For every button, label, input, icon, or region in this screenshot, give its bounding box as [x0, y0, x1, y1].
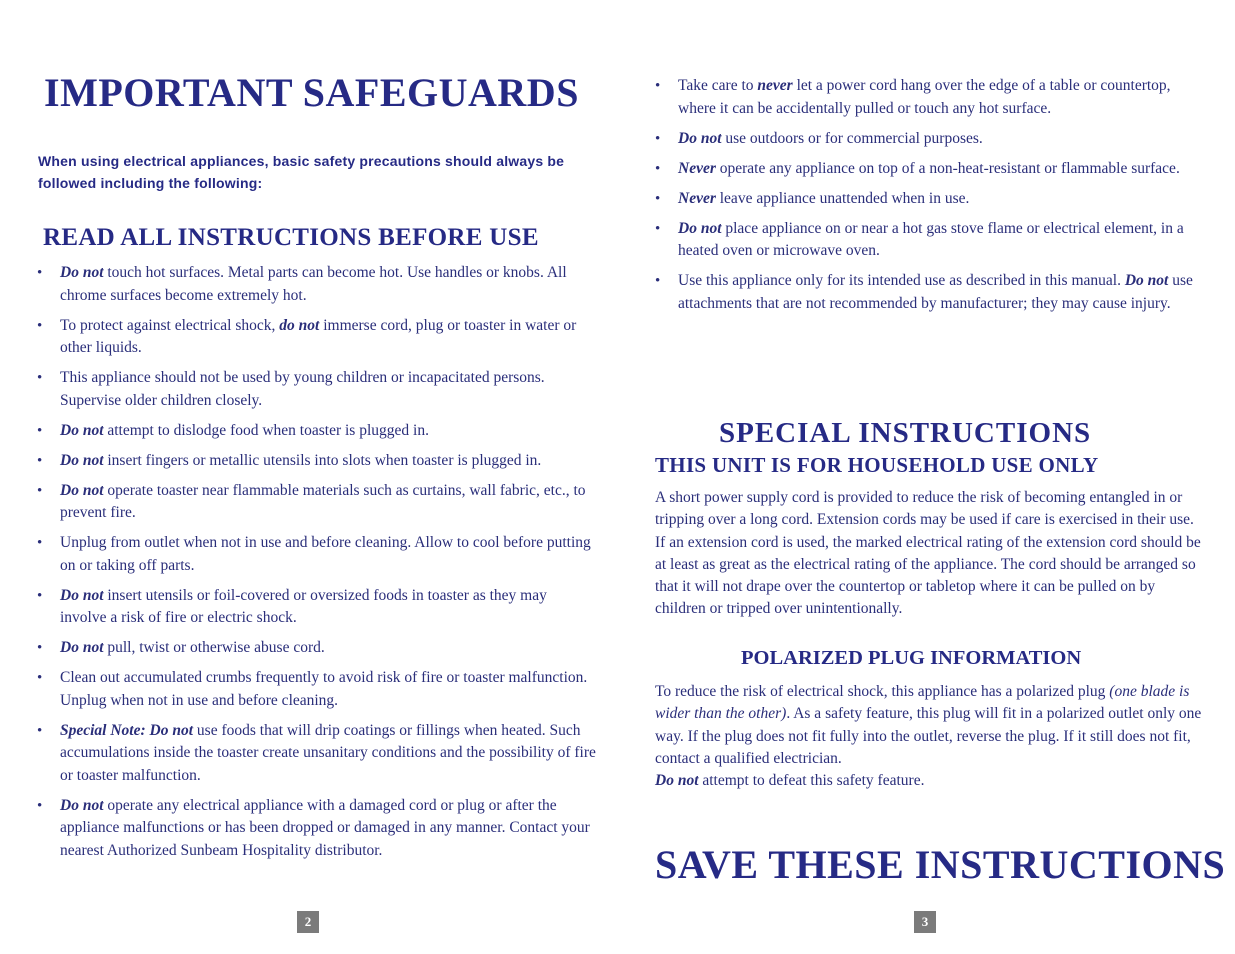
left-page — [0, 0, 617, 954]
special-instructions-heading: SPECIAL INSTRUCTIONS — [719, 417, 1092, 449]
bullet-emphasis: Do not — [678, 219, 722, 237]
read-instructions-heading: READ ALL INSTRUCTIONS BEFORE USE — [43, 224, 539, 251]
bullet-text: operate any appliance on top of a non-heat-resistant or flammable surface. — [715, 159, 1180, 177]
bullet-emphasis: Do not — [60, 264, 104, 281]
bullet-text: let a power cord hang over the edge of a table or countertop, where it can be accidentally pulled or touch any hot surface. — [678, 77, 1171, 117]
bullet-item — [37, 720, 597, 788]
bullet-dot-icon: • — [37, 265, 43, 281]
bullet-item — [37, 637, 597, 660]
bullet-text: insert utensils or foil-covered or oversized foods in toaster as they may involve a risk of fire or electric shock. — [60, 586, 547, 626]
bullet-pre-text: To protect against electrical shock, — [60, 316, 280, 334]
bullet-dot-icon: • — [655, 190, 661, 207]
bullet-emphasis: Do not — [60, 796, 104, 814]
bullet-item — [37, 585, 597, 630]
bullet-dot-icon: • — [37, 535, 43, 551]
bullet-emphasis: Do not — [678, 129, 722, 147]
bullet-dot-icon: • — [37, 452, 43, 469]
bullet-dot-icon: • — [655, 220, 661, 237]
household-use-text: A short power supply cord is provided to reduce the risk of becoming entangled in or tripping over a long cord. Extension cords may be used if care is exercised in their use. If an extension cord is used, the marked electrical rating of the extension cord should be at least as great as the electrical rating of the appliance. The cord should be arranged so that it will not drape over the countertop or tabletop where it can be pulled on by children or tripped over unintentionally. — [655, 489, 1201, 618]
safeguard-list-left — [37, 262, 597, 870]
bullet-emphasis: Never — [678, 189, 716, 207]
bullet-dot-icon: • — [37, 670, 43, 686]
bullet-dot-icon: • — [37, 482, 43, 499]
bullet-text: operate toaster near flammable materials such as curtains, wall fabric, etc., to prevent fire. — [60, 481, 586, 521]
bullet-item — [37, 667, 597, 712]
right-page — [617, 0, 1235, 954]
bullet-text: place appliance on or near a hot gas stove flame or electrical element, in a heated oven or microwave oven. — [678, 219, 1184, 259]
bullet-item — [655, 218, 1200, 263]
save-instructions-title: SAVE THESE INSTRUCTIONS — [655, 842, 1226, 887]
bullet-text: touch hot surfaces. Metal parts can become hot. Use handles or knobs. All chrome surfaces become extremely hot. — [60, 264, 567, 304]
bullet-emphasis: Do not — [60, 481, 104, 499]
bullet-item — [37, 450, 597, 473]
bullet-emphasis: Do not — [60, 639, 104, 656]
polarized-plug-text — [655, 681, 1203, 792]
bullet-item — [655, 158, 1200, 181]
bullet-text: insert fingers or metallic utensils into slots when toaster is plugged in. — [103, 451, 542, 469]
bullet-item — [655, 270, 1200, 315]
bullet-dot-icon: • — [655, 130, 661, 147]
polar-text-3: attempt to defeat this safety feature. — [698, 772, 925, 790]
bullet-dot-icon: • — [37, 370, 43, 386]
bullet-text: Unplug from outlet when not in use and before cleaning. Allow to cool before putting on or taking off parts. — [60, 534, 591, 574]
bullet-text: This appliance should not be used by young children or incapacitated persons. Supervise older children closely. — [60, 369, 545, 409]
bullet-text: operate any electrical appliance with a damaged cord or plug or after the appliance malfunctions or has been dropped or damaged in any manner. Contact your nearest Authorized Sunbeam Hospitality distributor. — [60, 796, 590, 859]
polar-text-italic: (one blade is wider than the other) — [655, 683, 1190, 723]
bullet-item — [655, 128, 1200, 151]
bullet-dot-icon: • — [655, 273, 661, 289]
bullet-dot-icon: • — [37, 587, 43, 604]
intro-text: When using electrical appliances, basic safety precautions should always be followed including the following: — [38, 153, 565, 191]
bullet-item — [37, 795, 597, 863]
bullet-emphasis: Do not — [60, 421, 104, 439]
bullet-emphasis: Do not — [60, 451, 104, 469]
bullet-dot-icon: • — [37, 640, 43, 656]
page-number-right: 3 — [914, 911, 936, 933]
bullet-item — [37, 262, 597, 307]
bullet-text: use foods that will drip coatings or fillings when heated. Such accumulations inside the toaster create unsanitary conditions and the possibility of fire or toaster malfunction. — [60, 721, 596, 784]
safeguard-list-right — [655, 75, 1200, 323]
bullet-emphasis: Never — [678, 159, 716, 177]
bullet-dot-icon: • — [655, 160, 661, 177]
bullet-emphasis: Special Note: Do not — [60, 721, 194, 739]
bullet-item — [37, 315, 597, 360]
bullet-text: use attachments that are not recommended by manufacturer; they may cause injury. — [678, 272, 1193, 312]
household-use-heading: THIS UNIT IS FOR HOUSEHOLD USE ONLY — [655, 453, 1099, 477]
bullet-emphasis: Do not — [1124, 272, 1169, 289]
bullet-dot-icon: • — [37, 722, 43, 739]
bullet-item — [37, 420, 597, 443]
bullet-item — [37, 367, 597, 412]
polar-text-1: To reduce the risk of electrical shock, this appliance has a polarized plug — [655, 683, 1110, 700]
bullet-dot-icon: • — [655, 78, 661, 94]
bullet-item — [655, 75, 1200, 120]
bullet-text: immerse cord, plug or toaster in water or other liquids. — [60, 316, 577, 356]
bullet-item — [655, 188, 1200, 211]
page-number-left: 2 — [297, 911, 319, 933]
page-title: IMPORTANT SAFEGUARDS — [44, 70, 579, 115]
bullet-item — [37, 480, 597, 525]
bullet-text: leave appliance unattended when in use. — [715, 189, 970, 207]
polarized-plug-heading: POLARIZED PLUG INFORMATION — [741, 647, 1082, 669]
bullet-emphasis: never — [757, 77, 793, 94]
bullet-item — [37, 532, 597, 577]
bullet-emphasis: Do not — [60, 586, 104, 604]
bullet-dot-icon: • — [37, 422, 43, 439]
polar-text-2: . As a safety feature, this plug will fit in a polarized outlet only one way. If the plug does not fit fully into the outlet, reverse the plug. If it still does not fit, contact a qualified electrician. — [655, 705, 1202, 767]
bullet-text: attempt to dislodge food when toaster is plugged in. — [103, 421, 429, 439]
bullet-text: Clean out accumulated crumbs frequently to avoid risk of fire or toaster malfunction. Unplug when not in use and before cleaning. — [60, 669, 588, 709]
bullet-dot-icon: • — [37, 317, 43, 334]
polar-emphasis: Do not — [655, 772, 699, 790]
bullet-emphasis: do not — [279, 316, 320, 334]
bullet-dot-icon: • — [37, 797, 43, 814]
bullet-pre-text: Take care to — [678, 77, 758, 94]
bullet-text: pull, twist or otherwise abuse cord. — [103, 639, 325, 656]
bullet-text: use outdoors or for commercial purposes. — [721, 129, 983, 147]
bullet-pre-text: Use this appliance only for its intended use as described in this manual. — [678, 272, 1125, 289]
